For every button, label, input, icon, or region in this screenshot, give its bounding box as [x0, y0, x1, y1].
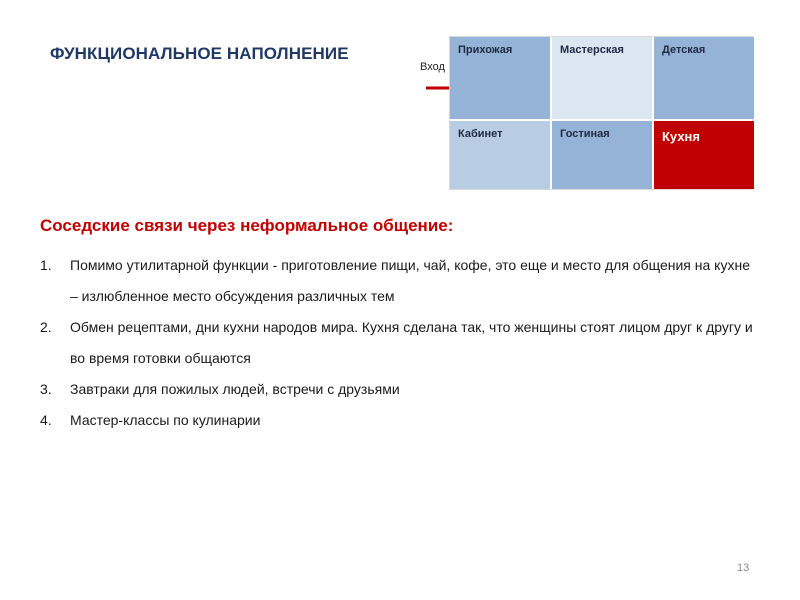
room-kitchen: Кухня	[654, 121, 754, 189]
floor-plan-grid	[449, 36, 753, 190]
list-item	[40, 405, 760, 436]
room-kids: Детская	[654, 37, 754, 119]
slide-title: ФУНКЦИОНАЛЬНОЕ НАПОЛНЕНИЕ	[50, 44, 349, 63]
list-item-number: 1.	[40, 257, 52, 273]
list-item	[40, 250, 760, 312]
room-workshop: Мастерская	[552, 37, 652, 119]
section-subtitle: Соседские связи через неформальное общение:	[40, 216, 454, 235]
room-study: Кабинет	[450, 121, 550, 189]
entrance-label: Вход	[420, 61, 445, 73]
page-number: 13	[737, 562, 750, 574]
list-item-number: 2.	[40, 319, 52, 335]
list-item-number: 3.	[40, 381, 52, 397]
list-item	[40, 312, 760, 374]
list-item-text: Завтраки для пожилых людей, встречи с друзьями	[70, 381, 400, 397]
room-living: Гостиная	[552, 121, 652, 189]
list-item-text: Мастер-классы по кулинарии	[70, 412, 261, 428]
list-item-number: 4.	[40, 412, 52, 428]
room-hallway: Прихожая	[450, 37, 550, 119]
list-item-text: Обмен рецептами, дни кухни народов мира. Кухня сделана так, что женщины стоят лицом друг к другу и во время готовки общаются	[70, 319, 753, 366]
list-item-text: Помимо утилитарной функции - приготовление пищи, чай, кофе, это еще и место для общения на кухне – излюбленное место обсуждения различных тем	[70, 257, 750, 304]
list-item	[40, 374, 760, 405]
numbered-list	[40, 250, 760, 436]
